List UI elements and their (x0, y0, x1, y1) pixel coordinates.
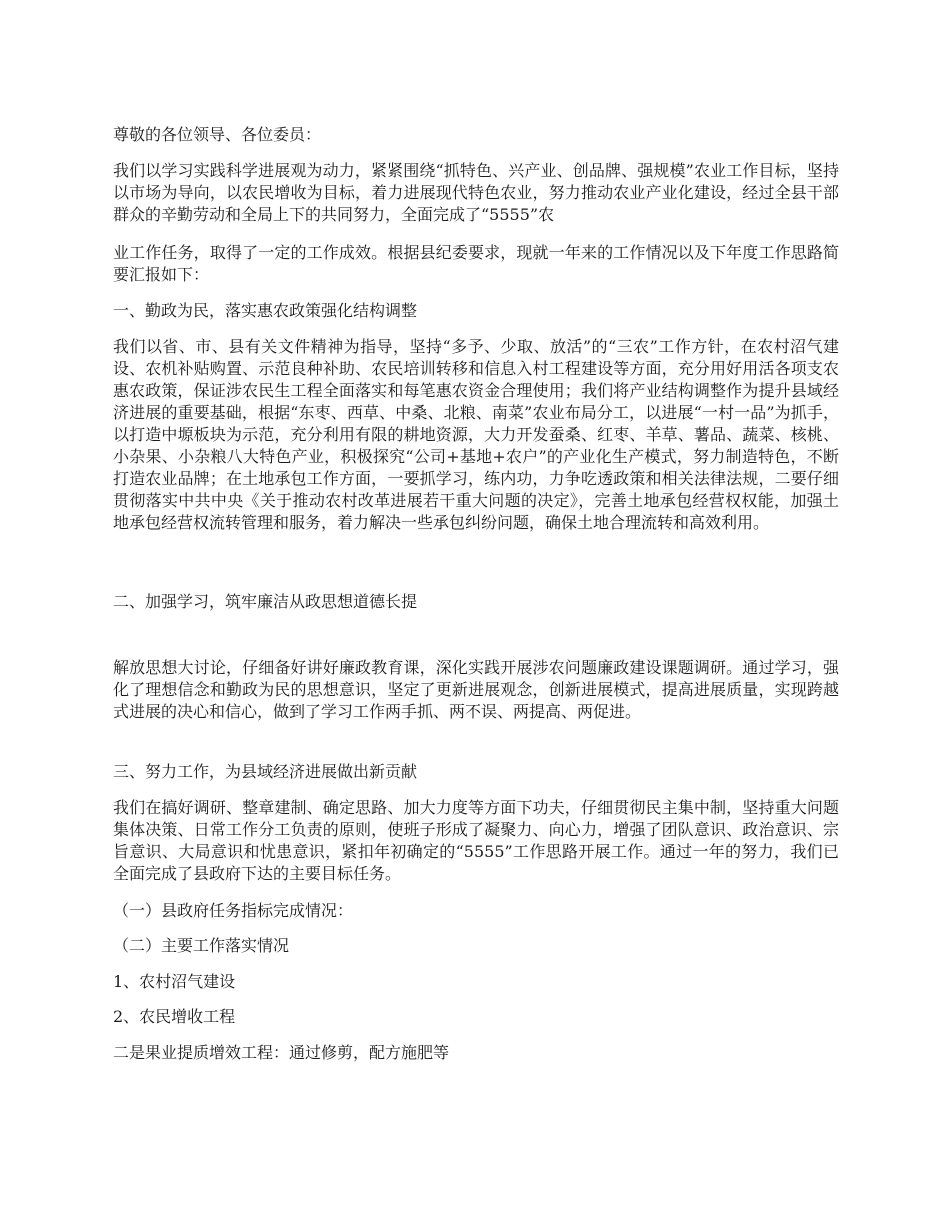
section-2-paragraph: 解放思想大讨论，仔细备好讲好廉政教育课，深化实践开展涉农问题廉政建设课题调研。通过学习，强化了理想信念和勤政为民的思想意识，坚定了更新进展观念，创新进展模式，提高进展质量，实现跨越式进展的决心和信心，做到了学习工作两手抓、两不误、两提高、两促进。 (113, 658, 839, 721)
section-heading-2: 二、加强学习，筑牢廉洁从政思想道德长提 (113, 592, 418, 611)
greeting: 尊敬的各位领导、各位委员： (113, 125, 322, 144)
section-1-paragraph: 我们以省、市、县有关文件精神为指导，坚持“多予、少取、放活”的“三农”工作方针，在农村沼气建设、农机补贴购置、示范良种补助、农民培训转移和信息入村工程建设等方面，充分用好用活各项支农惠农政策，保证涉农民生工程全面落实和每笔惠农资金合理使用；我们将产业结构调整作为提升县域经济进展的重要基础，根据“东枣、西草、中桑、北粮、南菜”农业布局分工，以进展“一村一品”为抓手，以打造中塬板块为示范，充分利用有限的耕地资源，大力开发蚕桑、红枣、羊草、薯品、蔬菜、核桃、小杂果、小杂粮八大特色产业，积极探究“公司+基地+农户”的产业化生产模式，努力制造特色，不断打造农业品牌；在土地承包工作方面，一要抓学习，练内功，力争吃透政策和相关法律法规，二要仔细贯彻落实中共中央《关于推动农村改革进展若干重大问题的决定》，完善土地承包经营权权能，加强土地承包经营权流转管理和服务，着力解决一些承包纠纷问题，确保土地合理流转和高效利用。 (113, 337, 839, 532)
section-heading-3: 三、努力工作，为县域经济进展做出新贡献 (113, 762, 418, 781)
list-item-1: 1、农村沼气建设 (113, 972, 236, 991)
intro-paragraph-part-1: 我们以学习实践科学进展观为动力，紧紧围绕“抓特色、兴产业、创品牌、强规模”农业工作目标，坚持以市场为导向，以农民增收为目标，着力进展现代特色农业，努力推动农业产业化建设，经过全县干部群众的辛勤劳动和全局上下的共同努力，全面完成了“5555”农 (113, 161, 839, 224)
subsection-heading-1: （一）县政府任务指标完成情况： (113, 901, 354, 920)
intro-paragraph-part-2: 业工作任务，取得了一定的工作成效。根据县纪委要求，现就一年来的工作情况以及下年度工作思路简要汇报如下： (113, 243, 839, 284)
list-item-3: 二是果业提质增效工程：通过修剪，配方施肥等 (113, 1043, 450, 1062)
section-3-paragraph: 我们在搞好调研、整章建制、确定思路、加大力度等方面下功夫，仔细贯彻民主集中制，坚持重大问题集体决策、日常工作分工负责的原则，使班子形成了凝聚力、向心力，增强了团队意识、政治意识、宗旨意识、大局意识和忧患意识，紧扣年初确定的“5555”工作思路开展工作。通过一年的努力，我们已全面完成了县政府下达的主要目标任务。 (113, 798, 839, 883)
section-heading-1: 一、勤政为民，落实惠农政策强化结构调整 (113, 301, 418, 320)
list-item-2: 2、农民增收工程 (113, 1007, 236, 1026)
subsection-heading-2: （二）主要工作落实情况 (113, 936, 290, 955)
